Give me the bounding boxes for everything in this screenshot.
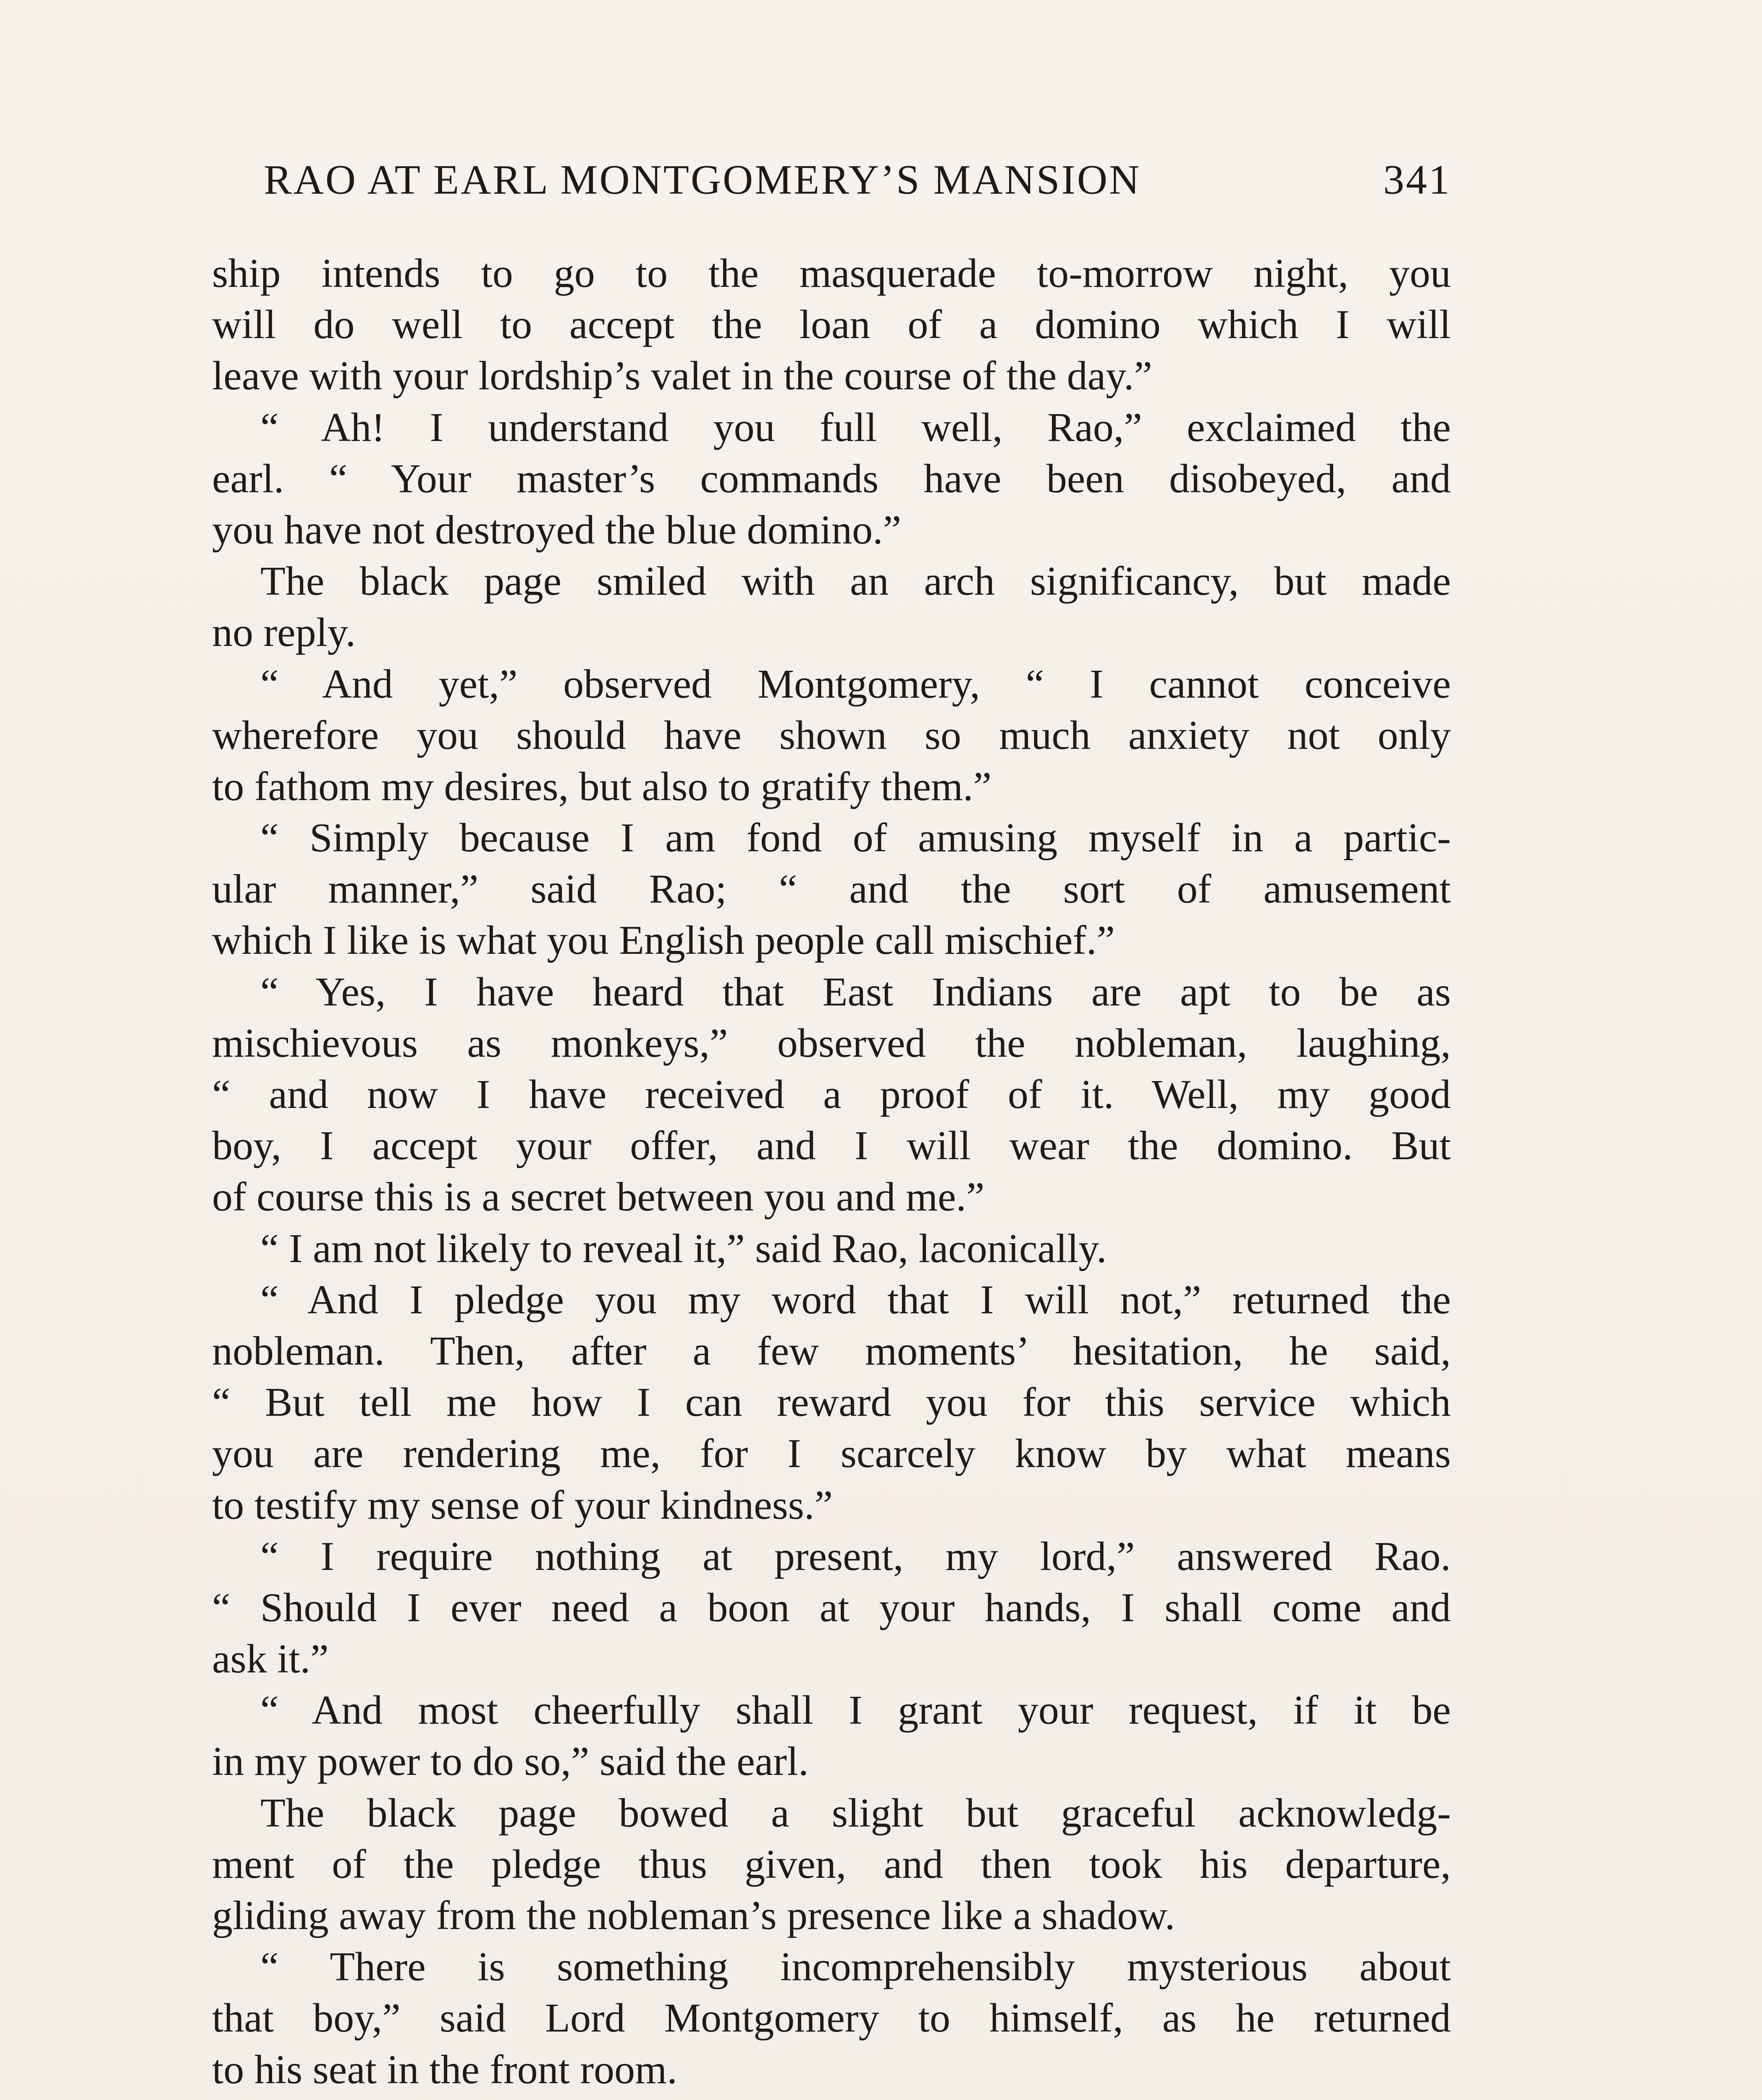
text-line: “ And yet,” observed Montgomery, “ I cannot conceive xyxy=(260,661,1451,707)
text-line: leave with your lordship’s valet in the course of the day.” xyxy=(212,353,1152,399)
running-head xyxy=(264,155,1451,204)
text-line: The black page bowed a slight but graceful acknowledg- xyxy=(260,1790,1451,1836)
text-line: that boy,” said Lord Montgomery to himself, as he returned xyxy=(212,1995,1451,2041)
text-line: The black page smiled with an arch significancy, but made xyxy=(260,559,1451,604)
text-line: ship intends to go to the masquerade to-morrow night, you xyxy=(212,251,1451,296)
text-line: to testify my sense of your kindness.” xyxy=(212,1482,833,1528)
text-line: “ I require nothing at present, my lord,” answered Rao. xyxy=(260,1533,1451,1579)
text-line: ask it.” xyxy=(212,1636,329,1682)
text-line: boy, I accept your offer, and I will wear the domino. But xyxy=(212,1123,1451,1169)
text-line: wherefore you should have shown so much anxiety not only xyxy=(212,712,1451,758)
text-line: “ There is something incomprehensibly mysterious about xyxy=(260,1944,1451,1990)
text-line: “ Ah! I understand you full well, Rao,” exclaimed the xyxy=(260,404,1451,450)
text-line: “ Simply because I am fond of amusing myself in a partic- xyxy=(260,815,1451,861)
body-text xyxy=(212,248,1451,2095)
text-line: gliding away from the nobleman’s presence like a shadow. xyxy=(212,1893,1175,1938)
text-line: ment of the pledge thus given, and then took his departure, xyxy=(212,1841,1451,1887)
text-line: nobleman. Then, after a few moments’ hesitation, he said, xyxy=(212,1328,1451,1374)
page-number: 341 xyxy=(1383,156,1451,203)
text-line: to his seat in the front room. xyxy=(212,2047,677,2092)
text-line: “ And most cheerfully shall I grant your request, if it be xyxy=(260,1688,1451,1733)
text-line: of course this is a secret between you and me.” xyxy=(212,1174,985,1220)
text-line: “ Yes, I have heard that East Indians are apt to be as xyxy=(260,969,1451,1015)
text-line: in my power to do so,” said the earl. xyxy=(212,1739,809,1785)
text-line: will do well to accept the loan of a domino which I will xyxy=(212,302,1451,348)
text-line: mischievous as monkeys,” observed the nobleman, laughing, xyxy=(212,1020,1451,1066)
text-line: you have not destroyed the blue domino.” xyxy=(212,507,902,553)
text-line: “ And I pledge you my word that I will not,” returned the xyxy=(260,1277,1451,1323)
text-line: you are rendering me, for I scarcely know by what means xyxy=(212,1431,1451,1477)
text-line: ular manner,” said Rao; “ and the sort of amusement xyxy=(212,866,1451,912)
text-line: earl. “ Your master’s commands have been disobeyed, and xyxy=(212,456,1451,501)
text-line: “ But tell me how I can reward you for this service which xyxy=(212,1380,1451,1425)
running-title: RAO AT EARL MONTGOMERY’S MANSION xyxy=(264,156,1141,203)
text-line: which I like is what you English people call mischief.” xyxy=(212,918,1115,963)
text-line: “ and now I have received a proof of it. Well, my good xyxy=(212,1072,1451,1117)
text-line: no reply. xyxy=(212,610,356,656)
text-line: to fathom my desires, but also to gratify them.” xyxy=(212,764,992,809)
text-line: “ I am not likely to reveal it,” said Rao, laconically. xyxy=(260,1226,1107,1271)
text-line: “ Should I ever need a boon at your hands, I shall come and xyxy=(212,1585,1451,1630)
